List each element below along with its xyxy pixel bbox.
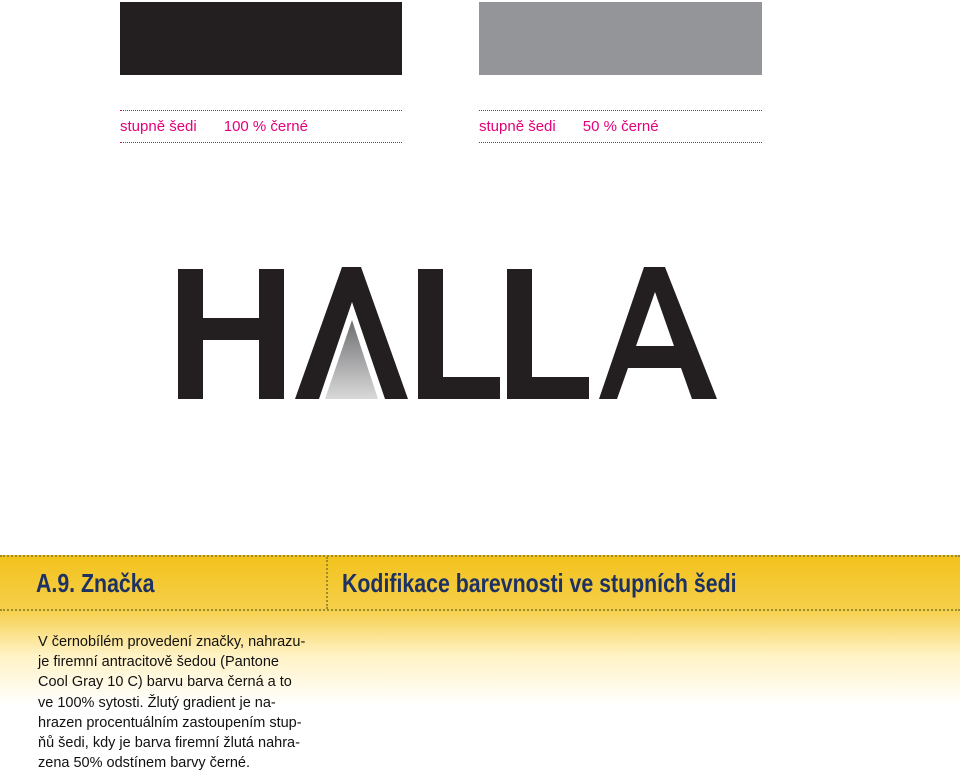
swatch-label-value: 50 % černé bbox=[582, 118, 659, 135]
black-swatch bbox=[120, 2, 402, 75]
logo-letter-h bbox=[178, 269, 284, 399]
body-line: Cool Gray 10 C) barvu barva černá a to bbox=[38, 674, 292, 691]
body-paragraph bbox=[38, 632, 326, 773]
body-line: V černobílém provedení značky, nahrazu- bbox=[38, 634, 306, 650]
logo-letter-a bbox=[599, 267, 717, 399]
body-line: zena 50% odstínem barvy černé. bbox=[38, 755, 250, 772]
body-line: je firemní antracitově šedou (Pantone bbox=[38, 654, 279, 671]
body-line: ňů šedi, kdy je barva firemní žlutá nahra- bbox=[38, 735, 300, 752]
halla-logo bbox=[175, 262, 720, 404]
swatch-label-50 bbox=[479, 110, 762, 143]
band-divider-vertical bbox=[326, 557, 328, 609]
section-code: A.9. Značka bbox=[36, 568, 155, 598]
band-divider-bottom bbox=[0, 609, 960, 611]
logo-letter-l1 bbox=[418, 269, 500, 399]
swatch-label-100 bbox=[120, 110, 402, 143]
swatch-label-name: stupně šedi bbox=[479, 118, 556, 135]
swatch-label-name: stupně šedi bbox=[120, 118, 197, 135]
swatch-label-value: 100 % černé bbox=[223, 118, 308, 135]
gray-swatch bbox=[479, 2, 762, 75]
section-title: Kodifikace barevnosti ve stupních šedi bbox=[342, 568, 737, 598]
body-line: ve 100% sytosti. Žlutý gradient je na- bbox=[38, 694, 276, 711]
body-line: hrazen procentuálním zastoupením stup- bbox=[38, 714, 302, 731]
logo-letter-a-gradient bbox=[295, 267, 408, 399]
halla-logo-svg bbox=[175, 262, 720, 404]
band-divider-top bbox=[0, 555, 960, 557]
logo-letter-l2 bbox=[507, 269, 589, 399]
